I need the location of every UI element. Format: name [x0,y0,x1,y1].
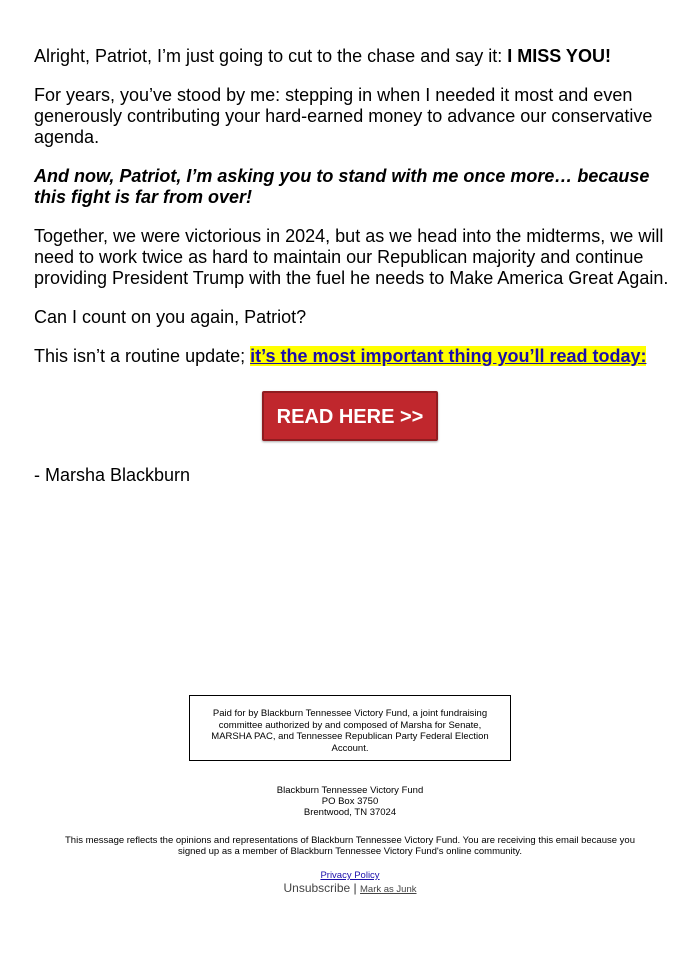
update-text: This isn’t a routine update; [34,346,251,366]
unsubscribe-row [0,881,700,897]
unsubscribe-link[interactable]: Unsubscribe [283,881,351,895]
read-here-button[interactable]: READ HERE >> [262,391,438,441]
footer-po-box: PO Box 3750 [321,796,379,807]
important-read-link[interactable]: it’s the most important thing you’ll read today: [250,346,647,366]
support-paragraph: For years, you’ve stood by me: stepping in when I needed it most and even generously contributing your hard-earned money to advance our conservative agenda. [34,85,653,147]
footer-city: Brentwood, TN 37024 [303,807,397,818]
mark-as-junk-link[interactable]: Mark as Junk [360,884,417,895]
email-footer [0,785,700,897]
cta-container [34,391,666,441]
paid-for-disclaimer: Paid for by Blackburn Tennessee Victory Fund, a joint fundraising committee authorized by and composed of Marsha for Senate, MARSHA PAC, and Tennessee Republican Party Federal Election Account. [189,695,511,761]
greeting-text: Alright, Patriot, I’m just going to cut to the chase and say it: [34,46,508,66]
link-separator: | [353,881,357,895]
footer-links [0,870,700,897]
question-paragraph: Can I count on you again, Patriot? [34,307,307,327]
midterms-paragraph: Together, we were victorious in 2024, but as we head into the midterms, we will need to work twice as hard to maintain our Republican majority and continue providing President Trump with the fuel he needs to Make America Great Again. [34,226,669,288]
miss-you-text: I MISS YOU! [507,46,611,66]
privacy-policy-link[interactable]: Privacy Policy [320,870,380,881]
ask-paragraph: And now, Patriot, I’m asking you to stand with me once more… because this fight is far from over! [34,166,650,207]
update-paragraph [34,346,674,367]
email-body [34,46,674,486]
signature: - Marsha Blackburn [34,465,191,485]
footer-org-name: Blackburn Tennessee Victory Fund [276,785,424,796]
greeting-paragraph [34,46,674,67]
footer-legal-text: This message reflects the opinions and representations of Blackburn Tennessee Victory Fund. You are receiving this email because you signed up as a member of Blackburn Tennessee Victory Fund's online community. [65,835,635,857]
